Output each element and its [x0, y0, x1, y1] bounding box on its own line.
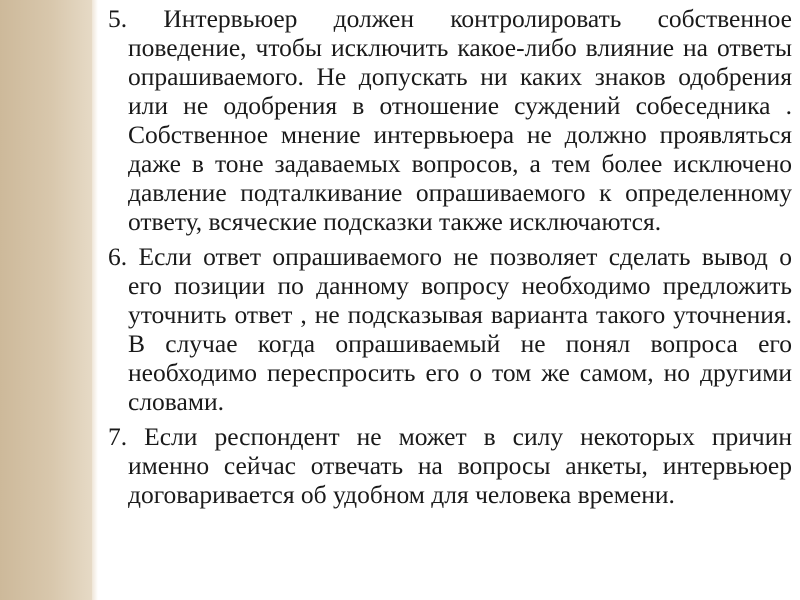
paragraph-number: 6.: [108, 242, 128, 271]
paragraph-text: Интервьюер должен контролировать собственное поведение, чтобы исключить какое-либо влияние на ответы опрашиваемого. Не допускать ни каких знаков одобрения или не одобрения в отношение суждений собеседника . Собственное мнение интервьюера не должно проявляться даже в тоне задаваемых вопросов, а тем более исключено давление подталкивание опрашиваемого к определенному ответу, всяческие подсказки также исключаются.: [128, 4, 792, 236]
paragraph-number: 5.: [108, 4, 128, 33]
decorative-side-band: [0, 0, 92, 600]
paragraph-7: [108, 422, 792, 509]
paragraph-text: Если ответ опрашиваемого не позволяет сделать вывод о его позиции по данному вопросу необходимо предложить уточнить ответ , не подсказывая варианта такого уточнения. В случае когда опрашиваемый не понял вопроса его необходимо переспросить его о том же самом, но другими словами.: [128, 242, 792, 416]
slide-body-text: [108, 4, 792, 515]
paragraph-number: 7.: [108, 422, 128, 451]
paragraph-5: [108, 4, 792, 236]
decorative-side-band-edge: [92, 0, 98, 600]
paragraph-text: Если респондент не может в силу некоторых причин именно сейчас отвечать на вопросы анкеты, интервьюер договаривается об удобном для человека времени.: [128, 422, 792, 509]
paragraph-6: [108, 242, 792, 416]
